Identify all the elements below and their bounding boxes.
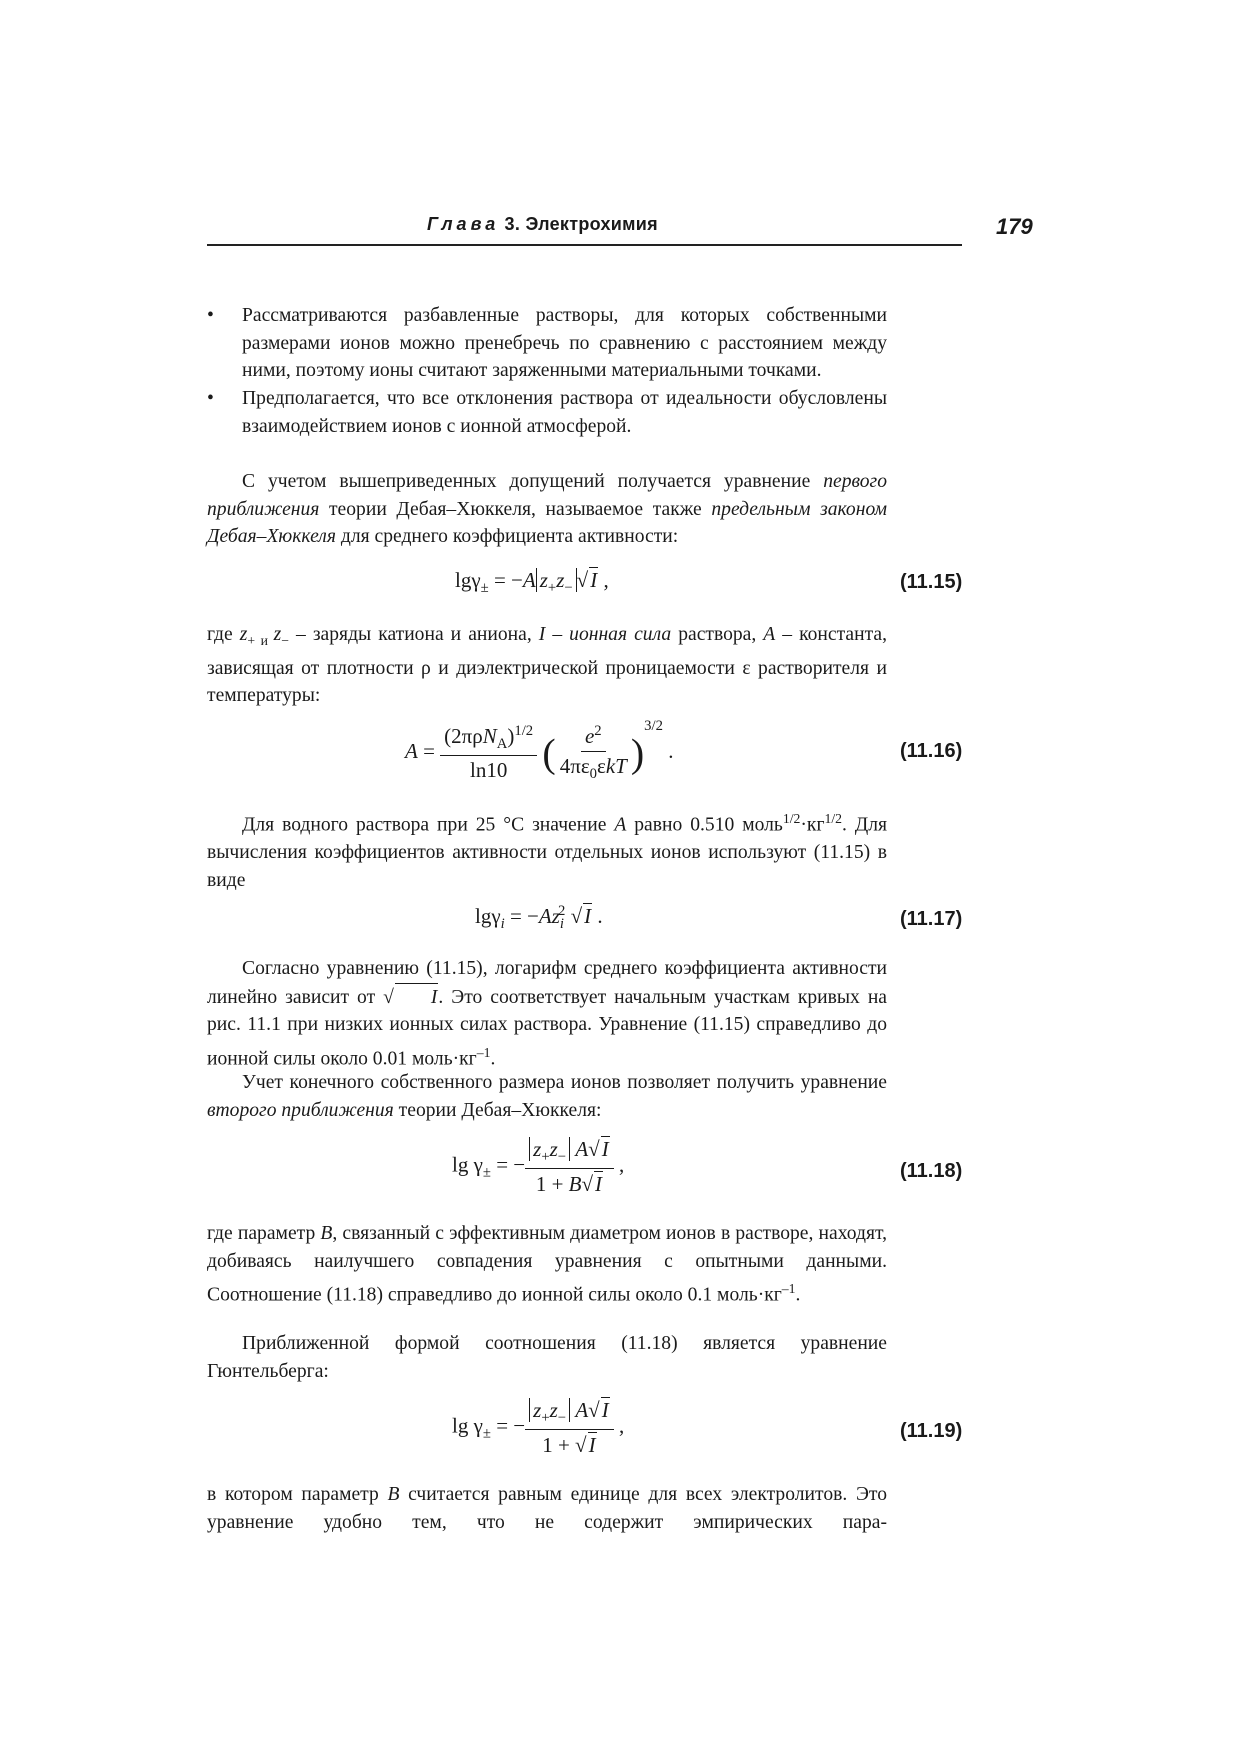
text: равно 0.510 моль bbox=[626, 814, 783, 836]
chapter-name: 3. Электрохимия bbox=[504, 214, 658, 234]
equation-11-15: lgγ$_\pm$ = −A $z_+z_-$ √I , bbox=[455, 568, 609, 597]
symbol: B bbox=[320, 1223, 333, 1244]
paragraph bbox=[207, 1069, 887, 1124]
equation-number: (11.17) bbox=[900, 908, 963, 930]
equation-number: (11.15) bbox=[900, 571, 963, 593]
text: , связанный с эффективным диаметром ионов в растворе, находят, добиваясь наилучшего совпадения уравнения с опытными данными. Соотношение (11.18) справедливо до ионной силы около 0.1 моль·кг bbox=[207, 1223, 887, 1306]
text: Согласно уравнению (11.15), логарифм среднего коэффициента активности линейно зависит от bbox=[207, 958, 887, 1008]
chapter-word: Глава bbox=[427, 214, 500, 234]
equation-11-19: $\lg \gamma_\pm$ = − $\frac{z_+z_- A√I}{1 + √I}$ , bbox=[452, 1398, 625, 1458]
text: раствора, bbox=[671, 624, 764, 645]
equation-11-16: A = $\frac{(2\pi\rho N_A)^{1/2}}{\ln 10}$ ( $\frac{e^2}{4\pi\varepsilon_0\varepsilon kT}$ )$^{3/2}$ . bbox=[405, 718, 674, 783]
text: – константа, зависящая от плотности ρ и диэлектрической проницаемости ε растворителя и температуры: bbox=[207, 624, 887, 707]
exponent: 1/2 bbox=[824, 811, 843, 826]
symbol: I bbox=[538, 624, 546, 645]
text: Учет конечного собственного размера ионов позволяет получить уравнение bbox=[242, 1072, 887, 1093]
paragraph bbox=[207, 1481, 887, 1536]
term-ionic-strength: ионная сила bbox=[569, 624, 672, 645]
list-item bbox=[207, 302, 887, 385]
term-second-approx: второго приближения bbox=[207, 1099, 394, 1121]
running-header bbox=[207, 214, 962, 246]
text: в котором параметр bbox=[207, 1484, 388, 1505]
text: считается равным единице для всех электролитов. Это уравнение удобно тем, что не содержит эмпирических пара- bbox=[207, 1484, 887, 1533]
page-number: 179 bbox=[996, 214, 1033, 239]
equation-number: (11.16) bbox=[900, 740, 963, 762]
paragraph bbox=[207, 468, 887, 551]
text: . Это соответствует начальным участкам кривых на рис. 11.1 при низких ионных силах раствора. Уравнение (11.15) справедливо до ионной силы около 0.01 моль·кг bbox=[207, 986, 887, 1070]
bullet-icon: • bbox=[207, 388, 214, 410]
text: для среднего коэффициента активности: bbox=[335, 526, 679, 548]
exponent: 1/2 bbox=[782, 811, 801, 826]
paragraph bbox=[207, 805, 887, 895]
paragraph: Согласно уравнению (11.15), логарифм среднего коэффициента активности линейно зависит от √ I. Это соответствует начальным участкам кривых на рис. 11.1 при низких ионных силах раствора. Уравнение (11.15) справедливо до ионной силы около 0.01 $моль\cdot кг^{-1}$. bbox=[207, 958, 887, 1070]
symbol: A bbox=[614, 814, 627, 836]
bullet-icon: • bbox=[207, 305, 214, 326]
equation-11-17: $\lg\gamma_i = -Az_i^2$ √I . bbox=[475, 903, 603, 933]
text: где параметр bbox=[207, 1223, 321, 1244]
chapter-title bbox=[427, 214, 658, 235]
bullet-list bbox=[207, 302, 887, 441]
text: . bbox=[490, 1048, 496, 1070]
text: . Для вычисления коэффициентов активности отдельных ионов используют (11.15) в виде bbox=[207, 814, 888, 891]
symbol: z bbox=[239, 624, 248, 645]
text: теории Дебая–Хюккеля, называемое также bbox=[319, 498, 712, 520]
bullet-text: Рассматриваются разбавленные растворы, для которых собственными размерами ионов можно пренебречь по сравнению с расстоянием между ними, поэтому ионы считают заряженными материальными точками. bbox=[242, 305, 887, 382]
text: + и bbox=[247, 632, 274, 648]
symbol: z bbox=[273, 624, 282, 645]
paragraph bbox=[207, 1220, 887, 1310]
exponent: –1 bbox=[476, 1045, 491, 1061]
text: теории Дебая–Хюккеля: bbox=[393, 1099, 602, 1121]
paragraph bbox=[207, 621, 887, 710]
bullet-text: Предполагается, что все отклонения раствора от идеальности обусловлены взаимодействием ионов с ионной атмосферой. bbox=[242, 388, 887, 437]
symbol: A bbox=[763, 624, 776, 645]
text: ·кг bbox=[800, 814, 825, 836]
text: – bbox=[545, 624, 570, 645]
list-item bbox=[207, 385, 887, 440]
term-limiting-law: предельным законом Дебая–Хюккеля bbox=[207, 498, 887, 548]
text: Для водного раствора при 25 °C значение bbox=[242, 814, 615, 836]
text: . bbox=[795, 1284, 801, 1306]
text: С учетом вышеприведенных допущений получается уравнение bbox=[242, 471, 824, 492]
exponent: –1 bbox=[781, 1281, 796, 1297]
symbol: B bbox=[387, 1484, 400, 1505]
text: − bbox=[281, 632, 289, 648]
paragraph: Приближенной формой соотношения (11.18) является уравнение Гюнтельберга: bbox=[207, 1333, 887, 1382]
text: – заряды катиона и аниона, bbox=[296, 624, 539, 645]
text: где bbox=[207, 624, 240, 645]
equation-number: (11.19) bbox=[900, 1420, 963, 1442]
equation-11-18: $\lg \gamma_\pm$ = − $\frac{z_+z_- A√I}{1 + B√I}$ , bbox=[452, 1137, 625, 1197]
term-first-approx: первого приближения bbox=[207, 471, 887, 520]
equation-number: (11.18) bbox=[900, 1160, 963, 1182]
